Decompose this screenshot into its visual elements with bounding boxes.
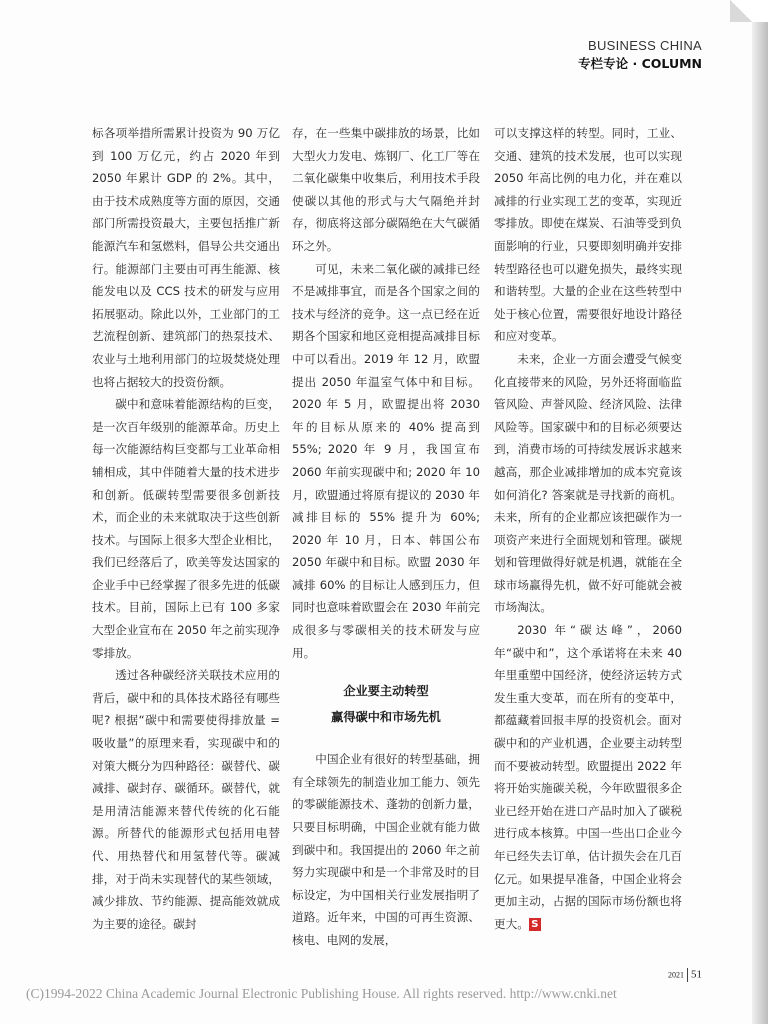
page-number-divider xyxy=(687,968,688,982)
page-edge-shadow xyxy=(752,22,768,1024)
text-column-2 xyxy=(292,122,480,952)
paragraph-final xyxy=(494,619,682,935)
text-column-1 xyxy=(92,122,280,935)
text-column-3 xyxy=(494,122,682,935)
paragraph: 碳中和意味着能源结构的巨变，是一次百年级别的能源革命。历史上每一次能源结构巨变都与工业革命相辅相成，其中伴随着大量的技术进步和创新。低碳转型需要很多创新技术，而企业的未来就取决于这些创新技术。与国际上很多大型企业相比，我们已经落后了，欧美等发达国家的企业手中已经掌握了很多先进的低碳技术。目前，国际上已有 100 多家大型企业宣布在 2050 年之前实现净零排放。 xyxy=(92,397,280,660)
page-year: 2021 xyxy=(668,970,684,980)
paragraph: 未来，企业一方面会遭受气候变化直接带来的风险，另外还将面临监管风险、声誉风险、经济风险、法律风险等。国家碳中和的目标必须要达到，消费市场的可持续发展诉求越来越高，那企业减排增加的成本究竟该如何消化? 答案就是寻找新的商机。未来，所有的企业都应该把碳作为一项资产来进行全面规划和管理。碳规划和管理做得好就是机遇，就能在全球市场赢得先机，做不好可能就会被市场淘汰。 xyxy=(494,351,682,615)
column-header xyxy=(578,38,702,72)
paragraph: 存，在一些集中碳排放的场景，比如大型火力发电、炼钢厂、化工厂等在二氧化碳集中收集后，利用技术手段使碳以其他的形式与大气隔绝并封存，彻底将这部分碳隔绝在大气碳循环之外。 xyxy=(292,126,480,253)
subheading-line-2: 赢得碳中和市场先机 xyxy=(331,710,441,725)
paragraph: 中国企业有很好的转型基础，拥有全球领先的制造业加工能力、领先的零碳能源技术、蓬勃的创新力量，只要目标明确，中国企业就有能力做到碳中和。我国提出的 2060 年之前努力实现碳中和是一个非常及时的目标设定，为中国相关行业发展指明了道路。近年来，中国的可再生资源、核电、电网的发展， xyxy=(292,752,480,947)
page-number-value: 51 xyxy=(691,968,702,981)
paragraph: 可以支撑这样的转型。同时，工业、交通、建筑的技术发展，也可以实现 2050 年高比例的电力化，并在难以减排的行业实现工艺的变革，实现近零排放。即使在煤炭、石油等受到负面影响的行业，只要即刻明确并安排转型路径也可以避免损失，最终实现和谐转型。大量的企业在这些转型中处于核心位置，需要很好地设计路径和应对变革。 xyxy=(494,126,682,344)
copyright-footer: (C)1994-2022 China Academic Journal Electronic Publishing House. All rights reserved. http://www.cnki.net xyxy=(26,986,617,1001)
page-corner-fold xyxy=(730,0,752,22)
paragraph-text: 2030 年“碳达峰”，2060 年“碳中和”，这个承诺将在未来 40 年里重塑中国经济，使经济运转方式发生重大变革，而在所有的变革中，都蕴藏着回报丰厚的投资机会。面对碳中和的产业机遇，企业要主动转型而不要被动转型。欧盟提出 2022 年将开始实施碳关税，今年欧盟很多企业已经开始在进口产品时加入了碳税进行成本核算。中国一些出口企业今年已经失去订单，估计损失会在几百亿元。如果提早准备，中国企业将会更加主动，占据的国际市场份额也将更大。 xyxy=(494,623,682,931)
paragraph: 可见，未来二氧化碳的减排已经不是减排事宜，而是各个国家之间的技术与经济的竞争。这一点已经在近期各个国家和地区竞相提高减排目标中可以看出。2019 年 12 月，欧盟提出 2050 年温室气体中和目标。2020 年 5 月，欧盟提出将 2030 年的目标从原来的 40% 提高到 55%; 2020 年 9 月，我国宣布 2060 年前实现碳中和; 2020 年 10 月，欧盟通过将原有提议的 2030 年减排目标的 55% 提升为 60%; 2020 年 10 月，日本、韩国公布 2050 年碳中和目标。欧盟 2030 年减排 60% 的目标让人感到压力，但同时也意味着欧盟会在 2030 年前完成很多与零碳相关的技术研发与应用。 xyxy=(292,261,480,660)
article-end-mark: S xyxy=(529,918,541,931)
section-subheading xyxy=(292,678,480,730)
paragraph: 透过各种碳经济关联技术应用的背后，碳中和的具体技术路径有哪些呢? 根据“碳中和需要使得排放量 = 吸收量”的原理来看，实现碳中和的对策大概分为四种路径：碳替代、碳减排、碳封存、碳循环。碳替代，就是用清洁能源来替代传统的化石能源。所替代的能源形式包括用电替代、用热替代和用氢替代等。碳减排，对于尚未实现替代的某些领域，减少排放、节约能源、提高能效就成为主要的途径。碳封 xyxy=(92,668,280,931)
header-section-title: 专栏专论 · COLUMN xyxy=(578,56,702,71)
subheading-line-1: 企业要主动转型 xyxy=(343,684,429,699)
paragraph: 标各项举措所需累计投资为 90 万亿到 100 万亿元，约占 2020 年到 2050 年累计 GDP 的 2%。其中，由于技术成熟度等方面的原因，交通部门所需投资最大，主要包括推广新能源汽车和氢燃料，倡导公共交通出行。能源部门主要由可再生能源、核能发电以及 CCS 技术的研发与应用拓展驱动。除此以外，工业部门的工艺流程创新、建筑部门的热泵技术、农业与土地利用部门的垃圾焚烧处理也将占据较大的投资份额。 xyxy=(92,126,280,389)
page-number xyxy=(668,968,702,982)
header-english: BUSINESS CHINA xyxy=(587,38,702,53)
